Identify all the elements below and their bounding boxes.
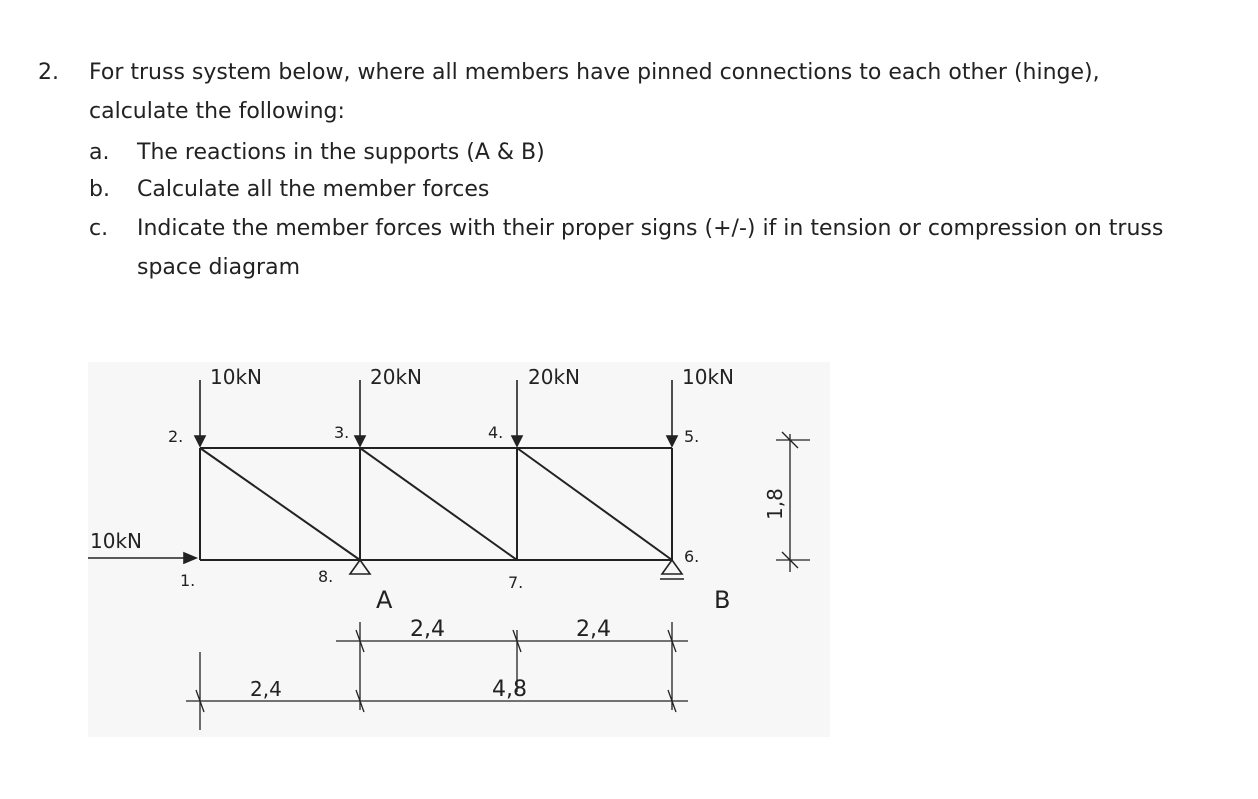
- node-label-7: 7.: [508, 573, 524, 592]
- item-b-letter: b.: [89, 177, 110, 202]
- dim-label-span-b: 2,4: [576, 617, 611, 642]
- question-intro-line2: calculate the following:: [89, 99, 345, 124]
- item-c-text-continued: space diagram: [137, 255, 301, 280]
- node-label-4: 4.: [488, 423, 504, 442]
- node-label-6: 6.: [684, 547, 700, 566]
- load-label-3: 20kN: [370, 365, 422, 389]
- support-label-a: A: [376, 586, 393, 614]
- dim-label-height: 1,8: [763, 488, 787, 520]
- support-label-b: B: [714, 586, 731, 614]
- node-label-8: 8.: [318, 567, 334, 586]
- node-label-5: 5.: [684, 427, 700, 446]
- load-label-5: 10kN: [682, 365, 734, 389]
- item-c-text: Indicate the member forces with their proper signs (+/-) if in tension or compression on truss: [137, 216, 1164, 241]
- dim-label-span-a: 2,4: [410, 617, 445, 642]
- node-label-1: 1.: [180, 571, 196, 590]
- load-label-2: 10kN: [210, 365, 262, 389]
- load-label-4: 20kN: [528, 365, 580, 389]
- load-label-horizontal: 10kN: [90, 529, 142, 553]
- node-label-2: 2.: [168, 427, 184, 446]
- item-a-text: The reactions in the supports (A & B): [137, 140, 545, 165]
- truss-figure: [88, 362, 830, 737]
- node-label-3: 3.: [334, 423, 350, 442]
- dim-label-left: 2,4: [250, 677, 282, 701]
- question-number: 2.: [38, 60, 59, 85]
- item-c-letter: c.: [89, 216, 109, 241]
- dim-label-total: 4,8: [492, 677, 527, 702]
- item-b-text: Calculate all the member forces: [137, 177, 490, 202]
- question-intro-line1: For truss system below, where all members have pinned connections to each other (hinge),: [89, 60, 1100, 85]
- item-a-letter: a.: [89, 140, 110, 165]
